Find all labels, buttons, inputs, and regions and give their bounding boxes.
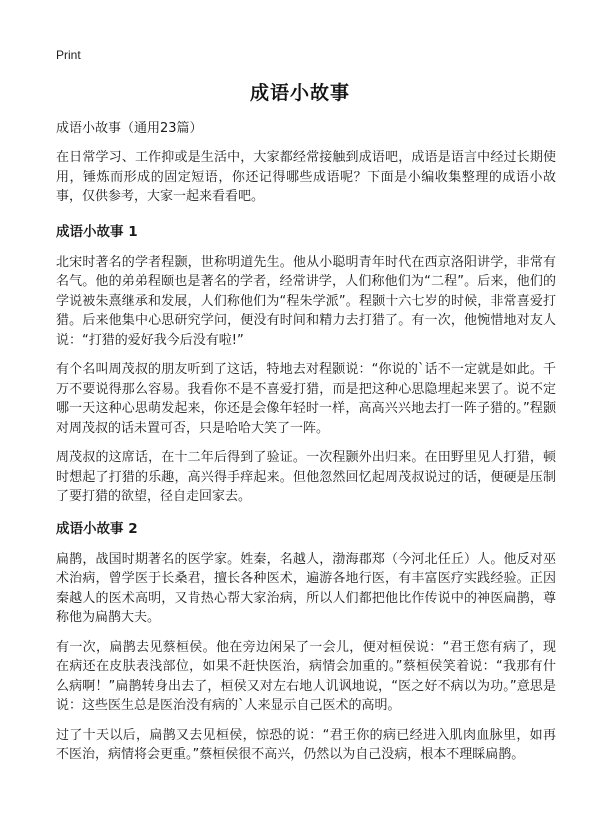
section-heading: 成语小故事 1 xyxy=(56,223,138,240)
story-paragraph: 周茂叔的这席话，在十二年后得到了验证。一次程颢外出归来。在田野里见人打猎，顿时想起了打猎的乐趣，高兴得手痒起来。但他忽然回忆起周茂叔说过的话，便硬是压制了要打猎的欲望，径自走回家去。 xyxy=(56,450,556,504)
intro-paragraph: 在日常学习、工作抑或是生活中，大家都经常接触到成语吧，成语是语言中经过长期使用，锤炼而形成的固定短语，你还记得哪些成语呢？下面是小编收集整理的成语小故事，仅供参考，大家一起来看看吧。 xyxy=(56,150,556,204)
story-paragraph: 有一次，扁鹊去见蔡桓侯。他在旁边闲呆了一会儿，便对桓侯说：“君王您有病了，现在病还在皮肤表浅部位，如果不赶快医治，病情会加重的。”蔡桓侯笑着说：“我那有什么病啊！”扁鹊转身出去了，桓侯又对左右地人讥讽地说，“医之好不病以为功。”意思是说：这些医生总是医治没有病的`人来显示自己医术的高明。 xyxy=(56,639,556,713)
print-link[interactable]: Print xyxy=(56,48,81,62)
section-heading: 成语小故事 2 xyxy=(56,520,138,537)
story-paragraph: 过了十天以后，扁鹊又去见桓侯，惊恐的说：“君王你的病已经进入肌肉血脉里，如再不医治，病情将会更重。”蔡桓侯很不高兴，仍然以为自己没病，根本不理睬扁鹊。 xyxy=(56,727,556,762)
story-paragraph: 扁鹊，战国时期著名的医学家。姓秦，名越人，渤海郡郑（今河北任丘）人。他反对巫术治病，曾学医于长桑君，擅长各种医术，遍游各地行医，有丰富医疗实践经验。正因秦越人的医术高明，又肯热心帮大家治病，所以人们都把他比作传说中的神医扁鹊，尊称他为扁鹊大夫。 xyxy=(56,551,556,625)
article-subtitle: 成语小故事（通用23篇） xyxy=(56,121,203,136)
story-paragraph: 有个名叫周茂叔的朋友听到了这话，特地去对程颢说：“你说的`话不一定就是如此。千万不要说得那么容易。我看你不是不喜爱打猎，而是把这种心思隐埋起来罢了。说不定哪一天这种心思萌发起来，你还是会像年轻时一样，高高兴兴地去打一阵子猎的。”程颢对周茂叔的话未置可否，只是哈哈大笑了一阵。 xyxy=(56,362,556,436)
story-paragraph: 北宋时著名的学者程颢，世称明道先生。他从小聪明青年时代在西京洛阳讲学，非常有名气。他的弟弟程颐也是著名的学者，经常讲学，人们称他们为“二程”。后来，他们的学说被朱熹继承和发展，人们称他们为“程朱学派”。程颢十六七岁的时候，非常喜爱打猎。后来他集中心思研究学问，便没有时间和精力去打猎了。有一次，他惋惜地对友人说：“打猎的爱好我今后没有啦!” xyxy=(56,254,556,348)
page-title: 成语小故事 xyxy=(249,82,350,104)
article-body xyxy=(56,120,556,775)
